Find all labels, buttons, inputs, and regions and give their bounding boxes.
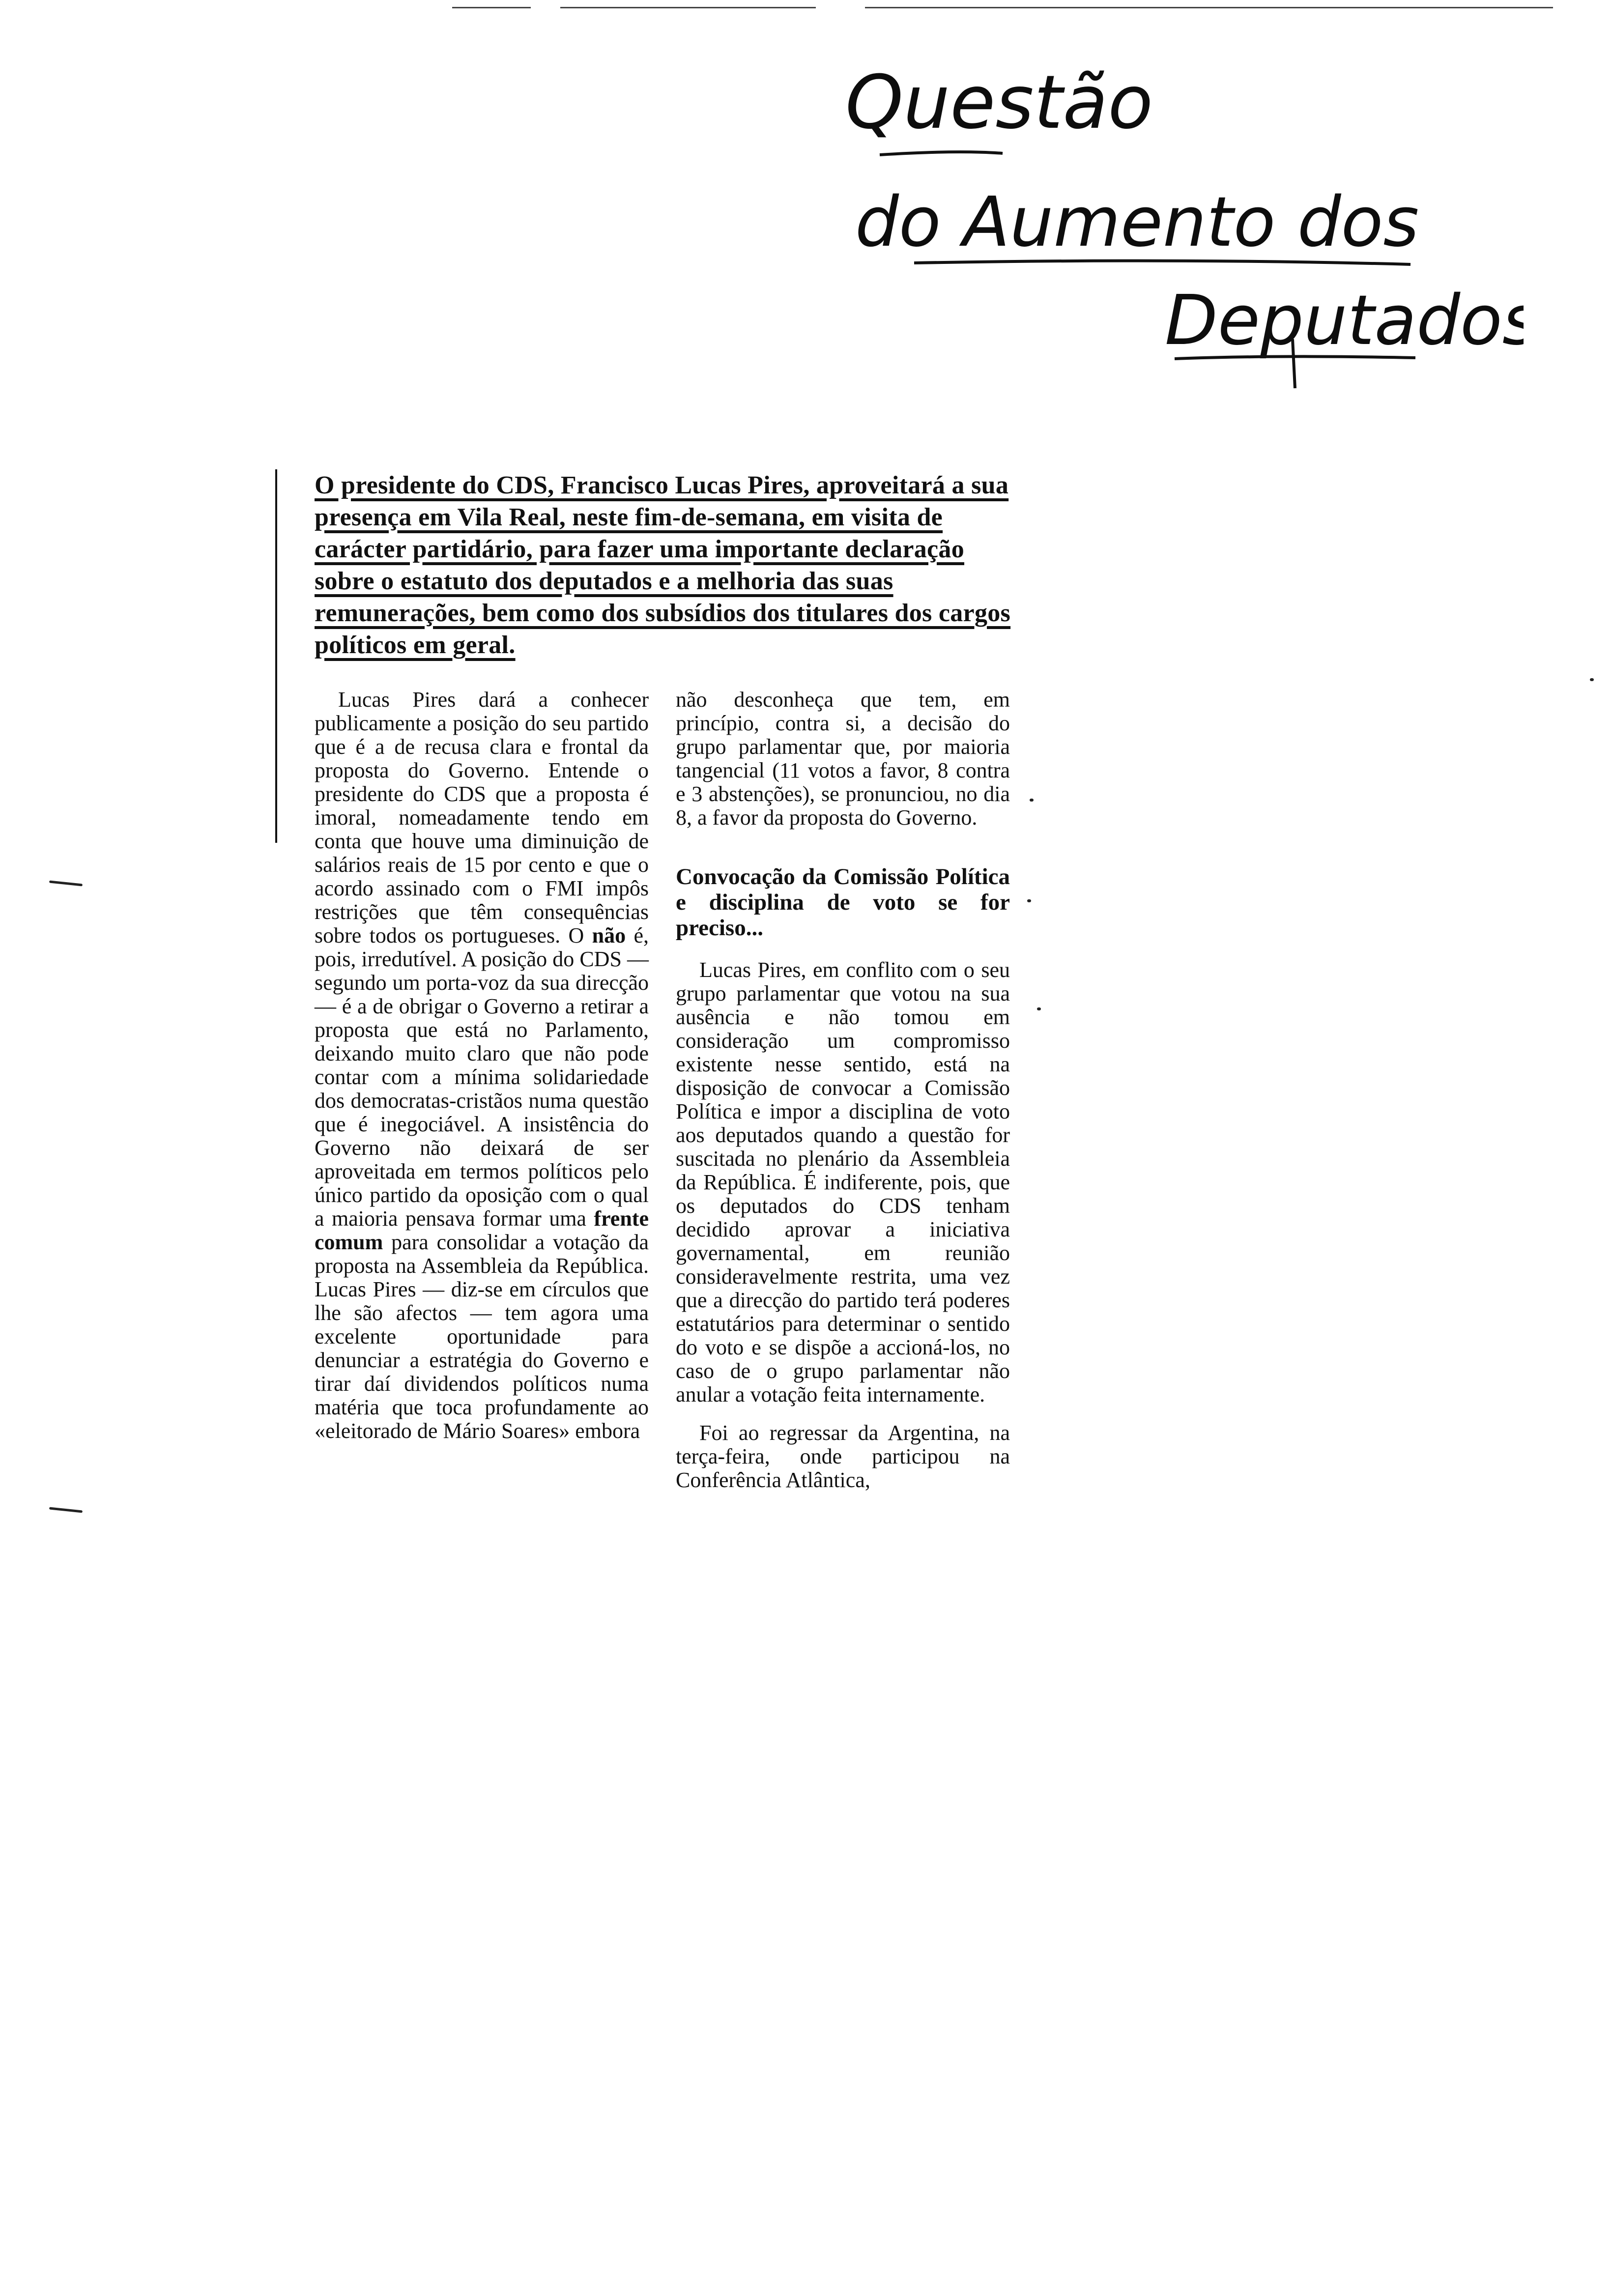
- scan-line: [560, 7, 816, 8]
- scan-speck: [1027, 899, 1031, 902]
- subheading: Convocação da Comissão Política e disciplina de voto se for preciso...: [676, 864, 1010, 941]
- scan-line: [452, 7, 531, 8]
- paragraph: [315, 688, 649, 1443]
- handwritten-underline: [914, 261, 1410, 264]
- handwritten-line-1: Questão: [845, 60, 1153, 145]
- handwritten-underline: [880, 152, 1003, 155]
- paragraph-text: Lucas Pires dará a conhecer publicamente a posição do seu partido que é a de recusa clara e frontal da proposta do Governo. Entende o presidente do CDS que a proposta é imoral, nomeadamente tendo em conta que houve uma diminuição de salários reais de 15 por cento e que o acordo assinado com o FMI impôs restrições que têm consequências sobre todos os portugueses. O: [315, 688, 649, 947]
- emphasis: frente comum: [315, 1206, 649, 1254]
- paragraph: Lucas Pires, em conflito com o seu grupo parlamentar que votou na sua ausência e não tomou em consideração um compromisso existente nesse sentido, está na disposição de convocar a Comissão Política e impor a disciplina de voto aos deputados quando a questão for suscitada no plenário da Assembleia da República. É indiferente, pois, que os deputados do CDS tenham decidido aprovar a iniciativa governamental, em reunião consideravelmente restrita, uma vez que a direcção do partido terá poderes estatutários para determinar o sentido do voto e se dispõe a accioná-los, no caso de o grupo parlamentar não anular a votação feita internamente.: [676, 958, 1010, 1406]
- handwriting-svg: [835, 44, 1524, 398]
- scan-speck: [1590, 678, 1594, 681]
- paragraph-text: para consolidar a votação da proposta na Assembleia da República. Lucas Pires — diz-se em círculos que lhe são afectos — tem agora uma excelente oportunidade para denunciar a estratégia do Governo e tirar daí dividendos políticos numa matéria que toca profundamente ao «eleitorado de Mário Soares» embora: [315, 1230, 649, 1443]
- scan-speck: [1037, 1007, 1041, 1010]
- handwritten-line-3: Deputados: [1165, 281, 1524, 361]
- margin-bar: [275, 469, 277, 843]
- scan-speck: [1030, 799, 1034, 802]
- lead-text: O presidente do CDS, Francisco Lucas Pires, aproveitará a sua presença em Vila Real, neste fim-de-semana, em visita de carácter partidário, para fazer uma importante declaração sobre o estatuto dos deputados e a melhoria das suas remunerações, bem como dos subsídios dos titulares dos cargos políticos em geral.: [315, 471, 1011, 659]
- handwritten-line-2: do Aumento dos: [855, 182, 1419, 262]
- emphasis: não: [592, 923, 626, 947]
- paragraph: Foi ao regressar da Argentina, na terça-feira, onde participou na Conferência Atlântica,: [676, 1421, 1010, 1492]
- handwritten-annotation: [835, 44, 1524, 398]
- margin-tick: [49, 1507, 83, 1513]
- article-column-right: [676, 688, 1010, 1492]
- scan-line: [865, 7, 1553, 8]
- margin-tick: [49, 880, 83, 886]
- lead-paragraph: [315, 469, 1017, 661]
- paragraph: não desconheça que tem, em princípio, contra si, a decisão do grupo parlamentar que, por maioria tangencial (11 votos a favor, 8 contra e 3 abstenções), se pronunciou, no dia 8, a favor da proposta do Governo.: [676, 688, 1010, 830]
- article-column-left: [315, 688, 649, 1443]
- paragraph-text: é, pois, irredutível. A posição do CDS — segundo um porta-voz da sua direcção — é a de obrigar o Governo a retirar a proposta que está no Parlamento, deixando muito claro que não pode contar com a mínima solidariedade dos democratas-cristãos numa questão que é inegociável. A insistência do Governo não deixará de ser aproveitada em termos políticos pelo único partido da oposição com o qual a maioria pensava formar uma: [315, 923, 649, 1231]
